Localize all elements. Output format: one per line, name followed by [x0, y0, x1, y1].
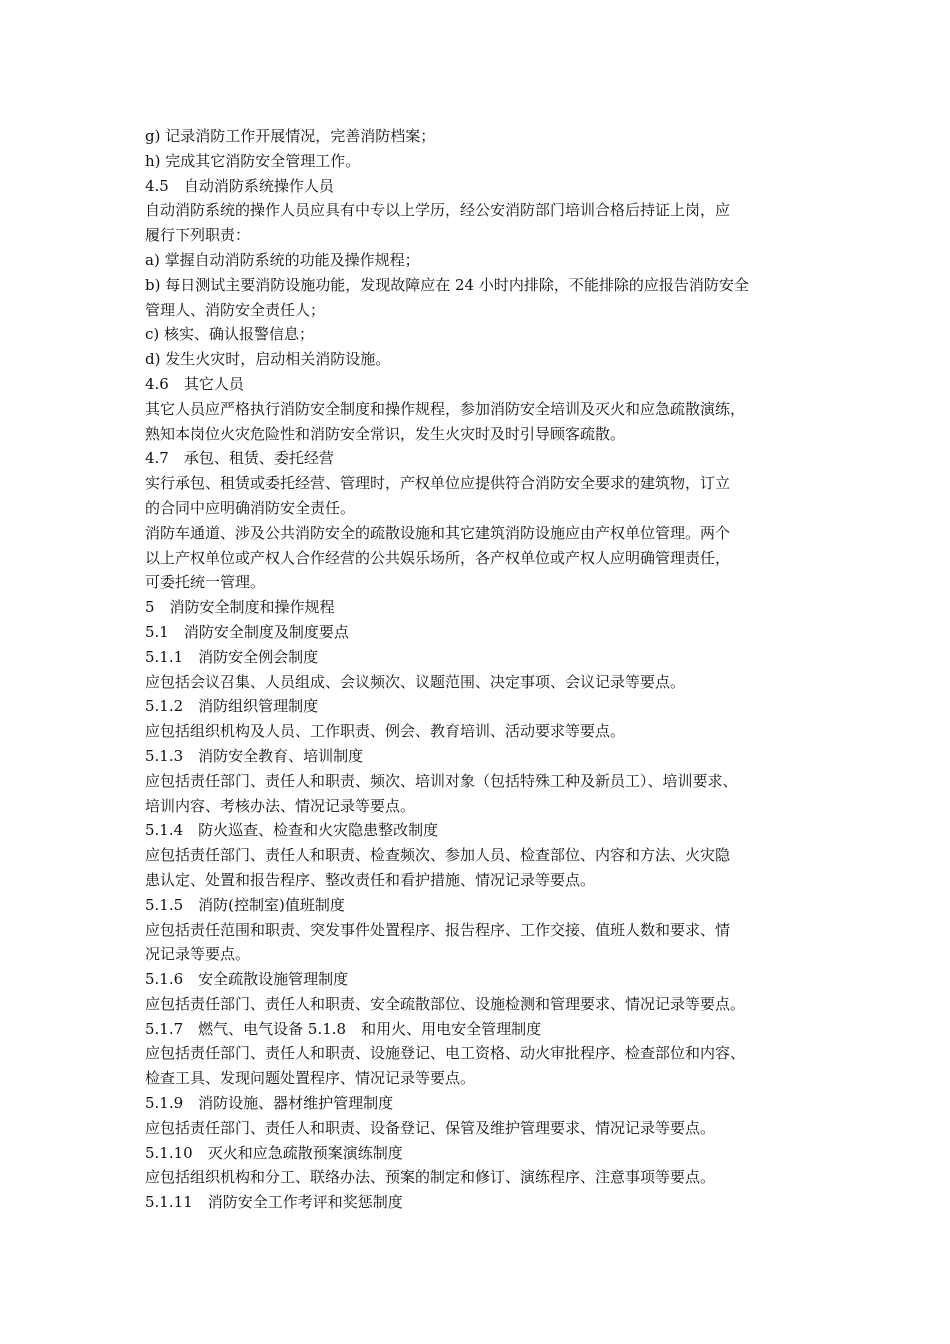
text-line: 自动消防系统的操作人员应具有中专以上学历，经公安消防部门培训合格后持证上岗，应: [145, 201, 731, 220]
section-heading: 4.6 其它人员: [145, 374, 244, 393]
section-heading: 5.1.1 消防安全例会制度: [145, 647, 319, 666]
text-line: 消防车通道、涉及公共消防安全的疏散设施和其它建筑消防设施应由产权单位管理。两个: [145, 523, 731, 542]
text-line: 检查工具、发现问题处置程序、情况记录等要点。: [145, 1069, 476, 1088]
section-heading: 5 消防安全制度和操作规程: [145, 598, 335, 617]
text-line: g) 记录消防工作开展情况，完善消防档案；: [145, 127, 436, 145]
text-line: 应包括责任部门、责任人和职责、设备登记、保管及维护管理要求、情况记录等要点。: [145, 1118, 716, 1137]
text-line: 其它人员应严格执行消防安全制度和操作规程，参加消防安全培训及灭火和应急疏散演练，: [145, 399, 746, 418]
section-heading: 5.1.2 消防组织管理制度: [145, 697, 319, 716]
text-line: 应包括组织机构及人员、工作职责、例会、教育培训、活动要求等要点。: [145, 722, 626, 741]
section-heading: 5.1.3 消防安全教育、培训制度: [145, 746, 364, 765]
section-heading: 5.1.11 消防安全工作考评和奖惩制度: [145, 1193, 403, 1212]
text-line: d) 发生火灾时，启动相关消防设施。: [145, 350, 391, 369]
text-line: 熟知本岗位火灾危险性和消防安全常识，发生火灾时及时引导顾客疏散。: [145, 424, 626, 443]
text-line: 况记录等要点。: [145, 945, 251, 964]
text-line: 管理人、消防安全责任人；: [145, 300, 326, 319]
document-body: [145, 124, 815, 1215]
text-line: 应包括责任范围和职责、突发事件处置程序、报告程序、工作交接、值班人数和要求、情: [145, 920, 731, 939]
text-line: 培训内容、考核办法、情况记录等要点。: [145, 796, 416, 815]
text-line: 实行承包、租赁或委托经营、管理时，产权单位应提供符合消防安全要求的建筑物，订立: [145, 474, 731, 493]
section-heading: 5.1.7 燃气、电气设备 5.1.8 和用火、用电安全管理制度: [145, 1019, 542, 1038]
section-heading: 5.1.5 消防(控制室)值班制度: [145, 895, 345, 914]
section-heading: 5.1.4 防火巡查、检查和火灾隐患整改制度: [145, 821, 439, 840]
text-line: 履行下列职责：: [145, 226, 251, 245]
section-heading: 5.1.6 安全疏散设施管理制度: [145, 970, 349, 989]
text-line: 患认定、处置和报告程序、整改责任和看护措施、情况记录等要点。: [145, 870, 596, 889]
section-heading: 4.7 承包、租赁、委托经营: [145, 449, 334, 468]
section-heading: 5.1.9 消防设施、器材维护管理制度: [145, 1094, 394, 1113]
section-heading: 4.5 自动消防系统操作人员: [145, 176, 334, 195]
text-line: 应包括责任部门、责任人和职责、设施登记、电工资格、动火审批程序、检查部位和内容、: [145, 1044, 746, 1063]
section-heading: 5.1 消防安全制度及制度要点: [145, 622, 349, 641]
section-heading: 5.1.10 灭火和应急疏散预案演练制度: [145, 1143, 403, 1162]
text-line: 应包括责任部门、责任人和职责、频次、培训对象（包括特殊工种及新员工）、培训要求、: [145, 771, 738, 790]
text-line: 应包括会议召集、人员组成、会议频次、议题范围、决定事项、会议记录等要点。: [145, 672, 686, 691]
text-line: a) 掌握自动消防系统的功能及操作规程；: [145, 250, 420, 269]
text-line: 应包括组织机构和分工、联络办法、预案的制定和修订、演练程序、注意事项等要点。: [145, 1168, 716, 1187]
text-line: h) 完成其它消防安全管理工作。: [145, 151, 361, 170]
text-line: 的合同中应明确消防安全责任。: [145, 498, 356, 517]
text-line: 以上产权单位或产权人合作经营的公共娱乐场所，各产权单位或产权人应明确管理责任，: [145, 548, 731, 567]
text-line: 可委托统一管理。: [145, 573, 266, 592]
text-line: b) 每日测试主要消防设施功能，发现故障应在 24 小时内排除，不能排除的应报告消防安全: [145, 275, 749, 294]
text-line: 应包括责任部门、责任人和职责、检查频次、参加人员、检查部位、内容和方法、火灾隐: [145, 846, 731, 865]
text-line: 应包括责任部门、责任人和职责、安全疏散部位、设施检测和管理要求、情况记录等要点。: [145, 994, 746, 1013]
text-line: c) 核实、确认报警信息；: [145, 325, 315, 344]
